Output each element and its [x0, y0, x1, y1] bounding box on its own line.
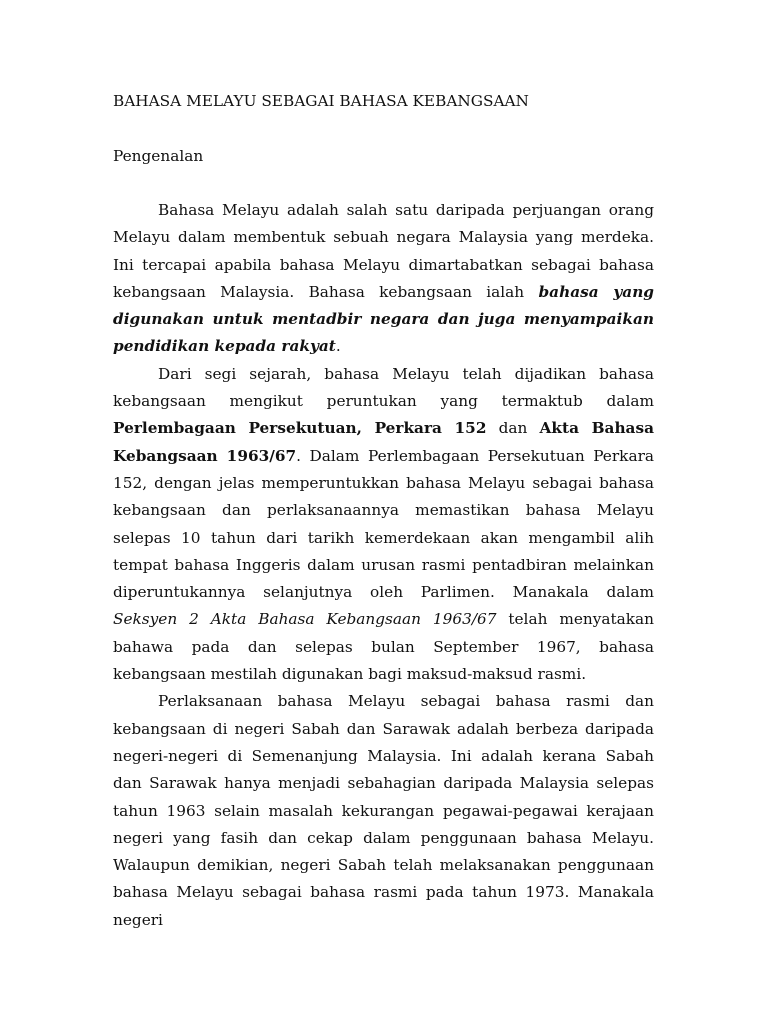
- paragraph-1-emphasis: bahasa yang digunakan untuk mentadbir negara dan juga menyampaikan pendidikan kepada rakyat: [113, 282, 655, 356]
- paragraph-2-italic-a: Seksyen 2 Akta Bahasa Kebangsaan 1963/67: [113, 610, 497, 629]
- paragraph-2-text-b: dan: [486, 419, 540, 438]
- paragraph-2: [113, 361, 654, 689]
- section-heading: Pengenalan: [113, 147, 204, 165]
- paragraph-1: [113, 197, 654, 361]
- paragraph-2-text-a: Dari segi sejarah, bahasa Melayu telah dijadikan bahasa kebangsaan mengikut peruntukan yang termaktub dalam: [113, 364, 654, 411]
- paragraph-2-bold-b: Akta Bahasa Kebangsaan 1963/67: [113, 419, 654, 465]
- paragraph-2-text-d: telah menyatakan bahawa pada dan selepas bulan September 1967, bahasa kebangsaan mestilah digunakan bagi maksud-maksud rasmi.: [113, 610, 655, 684]
- document-title: BAHASA MELAYU SEBAGAI BAHASA KEBANGSAAN: [113, 92, 529, 110]
- paragraph-2-bold-a: Perlembagaan Persekutuan, Perkara 152: [113, 419, 487, 438]
- paragraph-3-text-a: Perlaksanaan bahasa Melayu sebagai bahasa rasmi dan kebangsaan di negeri Sabah dan Sarawak adalah berbeza daripada negeri-negeri di Semenanjung Malaysia. Ini adalah kerana Sabah dan Sarawak hanya menjadi sebahagian daripada Malaysia selepas tahun 1963 selain masalah kekurangan pegawai-pegawai kerajaan negeri yang fasih dan cekap dalam penggunaan bahasa Melayu. Walaupun demikian, negeri Sabah telah melaksanakan penggunaan bahasa Melayu sebagai bahasa rasmi pada tahun 1973. Manakala negeri: [113, 692, 654, 929]
- document-body: [113, 197, 654, 934]
- paragraph-3: [113, 688, 654, 934]
- paragraph-1-text-b: .: [335, 337, 341, 356]
- paragraph-1-text-a: Bahasa Melayu adalah salah satu daripada perjuangan orang Melayu dalam membentuk sebuah negara Malaysia yang merdeka. Ini tercapai apabila bahasa Melayu dimartabatkan sebagai bahasa kebangsaan Malaysia. Bahasa kebangsaan ialah: [113, 201, 654, 301]
- paragraph-2-text-c: . Dalam Perlembagaan Persekutuan Perkara 152, dengan jelas memperuntukkan bahasa Melayu sebagai bahasa kebangsaan dan perlaksanaannya memastikan bahasa Melayu selepas 10 tahun dari tarikh kemerdekaan akan mengambil alih tempat bahasa Inggeris dalam urusan rasmi pentadbiran melainkan diperuntukannya selanjutnya oleh Parlimen. Manakala dalam: [113, 446, 654, 602]
